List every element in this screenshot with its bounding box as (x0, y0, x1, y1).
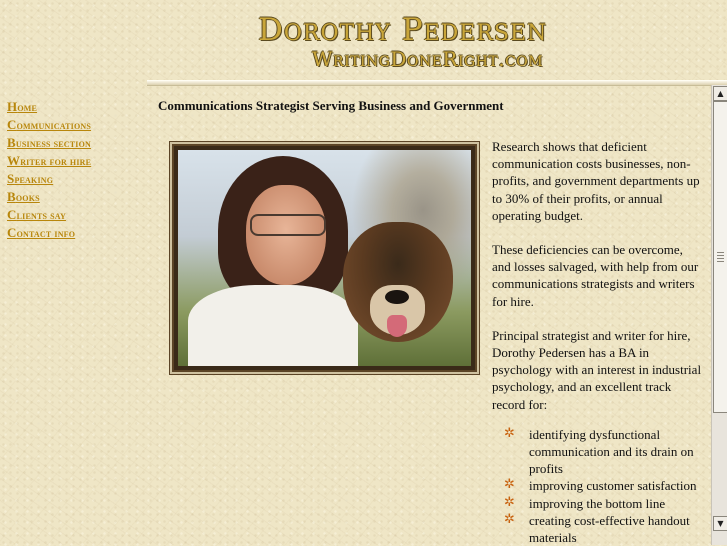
photo-woman-shirt (188, 285, 358, 366)
list-item: ✲ identifying dysfunctional communication and its drain on profits (504, 425, 694, 477)
nav-link-contact-info[interactable]: Contact info (7, 225, 76, 240)
intro-copy (492, 138, 704, 546)
site-domain: WritingDoneRight.com (312, 47, 544, 71)
bullet-star-icon: ✲ (504, 425, 515, 441)
portrait-photo (178, 150, 471, 366)
nav-link-clients-say[interactable]: Clients say (7, 207, 66, 222)
scroll-up-button[interactable]: ▲ (713, 86, 727, 101)
bullet-star-icon: ✲ (504, 477, 515, 493)
photo-dog-tongue (387, 315, 407, 337)
nav-link-writer-for-hire[interactable]: Writer for hire (7, 153, 92, 168)
page-tagline: Communications Strategist Serving Business and Government (158, 98, 504, 113)
nav-link-business-section[interactable]: Business section (7, 135, 91, 150)
nav-link-speaking[interactable]: Speaking (7, 171, 54, 186)
list-item: ✲ creating cost-effective handout materials (504, 511, 690, 546)
list-item: ✲ improving customer satisfaction (504, 477, 697, 494)
header-divider (147, 80, 727, 86)
scroll-thumb[interactable] (713, 101, 727, 413)
site-header (0, 0, 727, 85)
nav-link-communications[interactable]: Communications (7, 117, 92, 132)
page-scrollbar[interactable] (711, 85, 727, 545)
list-item: ✲ improving the bottom line (504, 494, 666, 511)
bullet-star-icon: ✲ (504, 511, 515, 527)
intro-paragraph: These deficiencies can be overcome, and losses salvaged, with help from our communications strategists and writers for hire. (492, 242, 699, 309)
intro-paragraph: Principal strategist and writer for hire, Dorothy Pedersen has a BA in psychology with an interest in industrial psychology, and an excellent track record for: (492, 327, 702, 412)
photo-dog-nose (385, 290, 409, 304)
grip-icon (717, 252, 724, 262)
track-record-list (492, 426, 704, 546)
bullet-star-icon: ✲ (504, 494, 515, 510)
intro-paragraph: Research shows that deficient communication costs businesses, non-profits, and government departments up to 30% of their profits, or annual operating budget. (492, 139, 700, 223)
photo-glasses (250, 214, 326, 236)
nav-link-home[interactable]: Home (7, 99, 38, 114)
sidebar-nav (7, 98, 147, 242)
scroll-down-button[interactable]: ▼ (713, 516, 727, 531)
nav-link-books[interactable]: Books (7, 189, 40, 204)
site-title: Dorothy Pedersen (258, 12, 548, 48)
portrait-photo-frame (174, 146, 475, 370)
